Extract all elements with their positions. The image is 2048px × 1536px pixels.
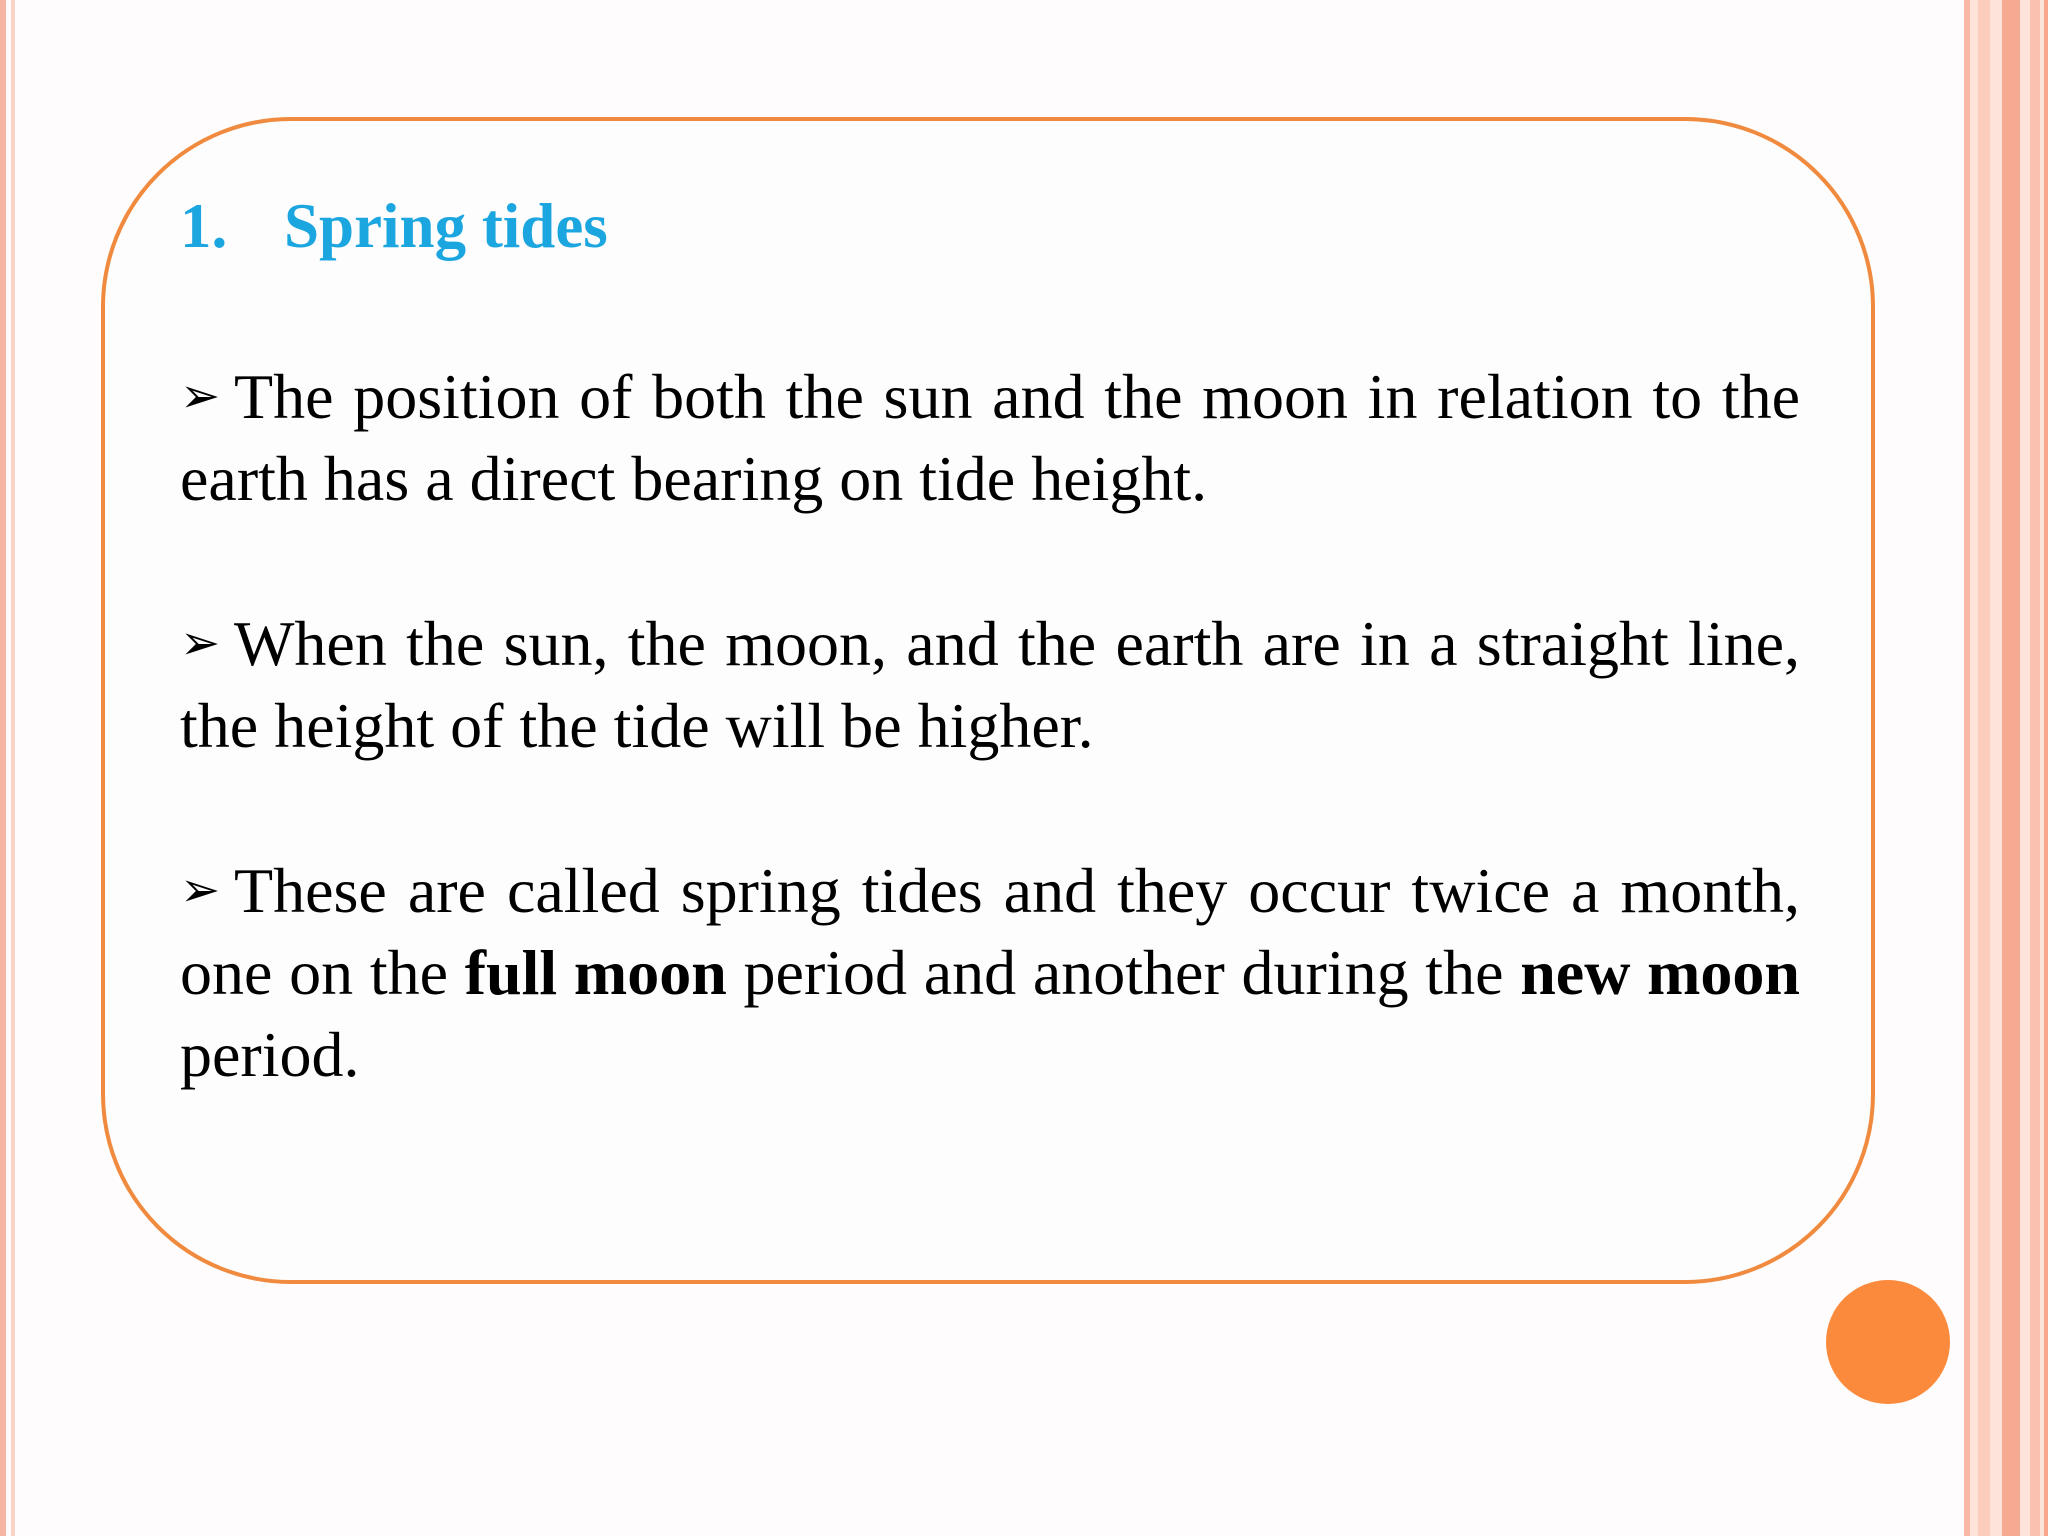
bold-term-new-moon: new moon: [1520, 937, 1801, 1008]
bullet-text: period and another during the: [726, 937, 1521, 1008]
slide-heading: [180, 190, 608, 263]
bullet-text: The position of both the sun and the moon in relation to the earth has a direct bearing on tide height.: [180, 361, 1800, 514]
bullet-text: These are called spring tides and they occur twice a month, one on the: [180, 855, 1800, 1008]
arrow-bullet-icon: ➢: [180, 862, 221, 918]
decorative-orange-circle: [1826, 1280, 1950, 1404]
heading-number: 1.: [180, 191, 228, 261]
bullet-text: When the sun, the moon, and the earth are in a straight line, the height of the tide will be higher.: [180, 608, 1800, 761]
left-border-stripe-inner: [11, 0, 15, 1536]
right-stripe: [1964, 0, 1970, 1536]
heading-title: Spring tides: [284, 191, 608, 261]
bullet-text: period.: [180, 1019, 360, 1090]
right-stripe: [2030, 0, 2040, 1536]
bullet-item: [180, 602, 1800, 767]
arrow-bullet-icon: ➢: [180, 368, 221, 424]
right-stripe: [2002, 0, 2020, 1536]
bold-term-full-moon: full moon: [464, 937, 727, 1008]
bullet-item: [180, 849, 1800, 1096]
arrow-bullet-icon: ➢: [180, 615, 221, 671]
right-decorative-panel: [1964, 0, 2048, 1536]
left-border-stripe: [0, 0, 6, 1536]
bullet-item: [180, 355, 1800, 520]
right-stripe: [2044, 0, 2048, 1536]
bullet-list: [180, 355, 1800, 1178]
right-stripe: [1978, 0, 1990, 1536]
